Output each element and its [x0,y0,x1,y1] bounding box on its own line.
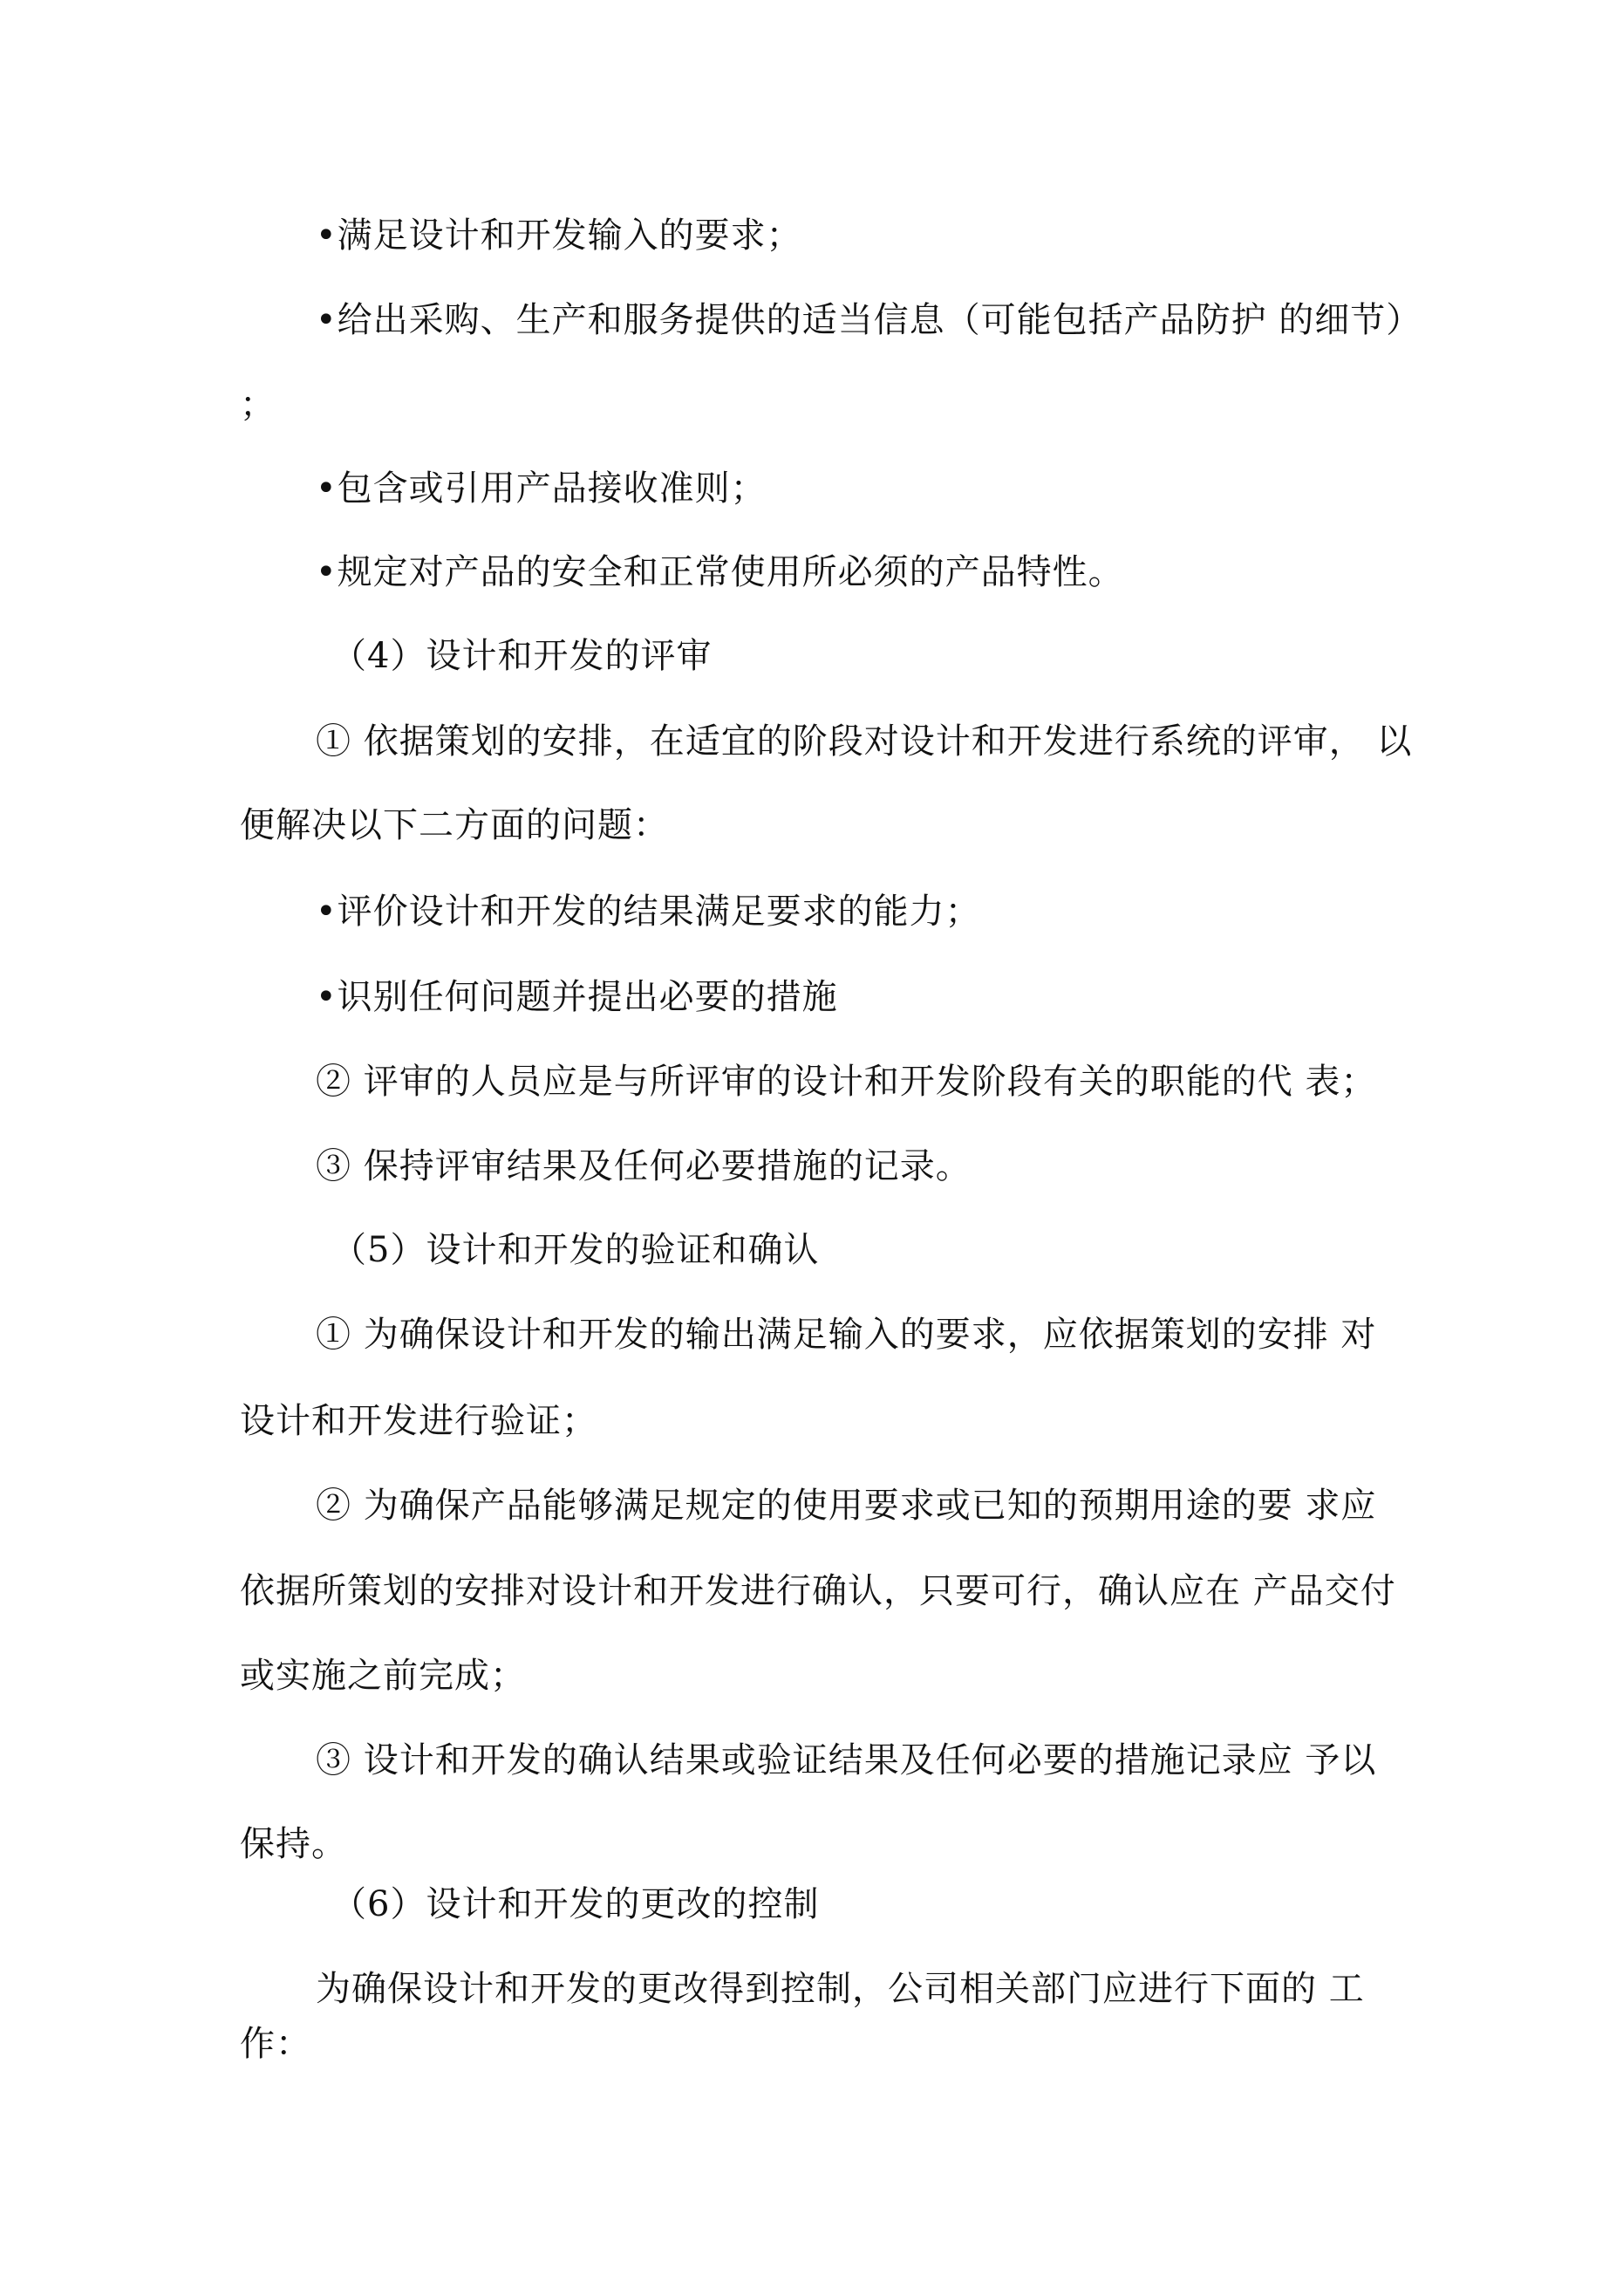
bullet-line: •评价设计和开发的结果满足要求的能力； [316,892,981,932]
section-heading: （4）设计和开发的评审 [331,636,713,676]
paragraph-line: 为确保设计和开发的更改得到控制，公司相关部门应进行下面的 工 [316,1969,1365,2009]
paragraph-line: ； [240,385,276,425]
paragraph-line: ③ 设计和开发的确认结果或验证结果及任何必要的措施记录应 予以 [316,1740,1377,1780]
paragraph-line: 或实施之前完成； [240,1656,526,1696]
paragraph-line: 设计和开发进行验证； [240,1401,597,1441]
section-heading: （6）设计和开发的更改的控制 [331,1884,820,1924]
paragraph-line: 便解决以下二方面的问题： [240,805,669,845]
paragraph-line: ① 依据策划的安排，在适宜的阶段对设计和开发进行系统的评审， 以 [316,721,1413,762]
section-heading: （5）设计和开发的验证和确认 [331,1230,820,1270]
paragraph-line: 作： [240,2024,311,2064]
bullet-line: •包含或引用产品接收准则； [316,468,767,509]
paragraph-line: 保持。 [240,1824,347,1864]
paragraph-line: ② 评审的人员应是与所评审的设计和开发阶段有关的职能的代 表； [316,1062,1377,1102]
bullet-line: •给出采购、生产和服务提供的适当信息（可能包括产品防护 的细节） [316,300,1422,340]
bullet-line: •识别任何问题并提出必要的措施 [316,977,838,1017]
bullet-line: •规定对产品的安全和正常使用所必须的产品特性。 [316,552,1124,592]
paragraph-line: ③ 保持评审结果及任何必要措施的记录。 [316,1146,972,1186]
paragraph-line: ② 为确保产品能够满足规定的使用要求或已知的预期用途的要 求应 [316,1486,1377,1526]
paragraph-line: 依据所策划的安排对设计和开发进行确认，只要可行，确认应在 产品交付 [240,1571,1396,1611]
paragraph-line: ① 为确保设计和开发的输出满足输入的要求，应依据策划的安排 对 [316,1315,1377,1355]
bullet-line: •满足设计和开发输入的要求； [316,215,802,256]
